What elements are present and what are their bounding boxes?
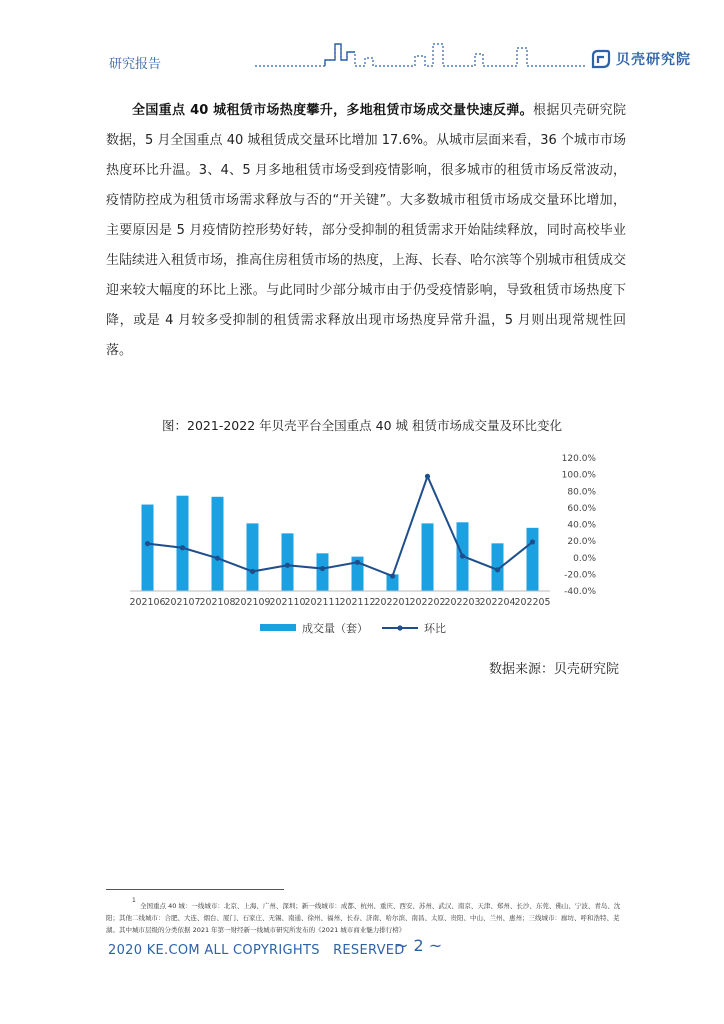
x-tick-label: 202204	[479, 597, 516, 608]
x-tick-label: 202205	[514, 597, 551, 608]
body-paragraph	[106, 96, 626, 366]
point-202202	[425, 474, 430, 479]
right-axis-tick: 100.0%	[561, 470, 596, 481]
point-202204	[495, 567, 500, 572]
bar-202107	[177, 496, 189, 591]
point-202112	[355, 560, 360, 565]
bar-202110	[282, 533, 294, 591]
x-tick-label: 202111	[304, 597, 341, 608]
bar-202108	[212, 497, 224, 591]
point-202111	[320, 566, 325, 571]
figure-caption: 图：2021-2022 年贝壳平台全国重点 40 城 租赁市场成交量及环比变化	[162, 418, 562, 433]
right-axis-tick: 20.0%	[567, 537, 596, 548]
bar-202106	[142, 505, 154, 591]
right-axis-tick: 60.0%	[567, 503, 596, 514]
body-bold-lead: 全国重点 40 城租赁市场热度攀升，多地租赁市场成交量快速反弹。	[132, 103, 533, 118]
footnote-text: 全国重点 40 城：一线城市：北京、上海、广州、深圳；新一线城市：成都、杭州、重庆、西安、苏州、武汉、南京、天津、郑州、长沙、东莞、佛山、宁波、青岛、沈阳；其他二线城市：合肥、大连、烟台、厦门、石家庄、无锡、南通、徐州、福州、长春、济南、哈尔滨、南昌、太原、贵阳、中山、兰州、惠州；三线城市：廊坊、呼和浩特、芜湖。其中城市层级的分类依据 2021 年第一财经新一线城市研究所发布的《2021 城市商业魅力排行榜》	[106, 902, 621, 934]
x-tick-label: 202109	[234, 597, 271, 608]
brand-logo	[590, 48, 691, 70]
header-label: 研究报告	[109, 57, 162, 72]
point-202106	[145, 541, 150, 546]
right-axis-tick: 80.0%	[567, 487, 596, 498]
point-202201	[390, 573, 395, 578]
x-tick-label: 202108	[199, 597, 236, 608]
x-tick-label: 202112	[339, 597, 376, 608]
point-202110	[285, 563, 290, 568]
x-tick-label: 202110	[269, 597, 306, 608]
legend-marker-line	[397, 625, 402, 630]
legend-label-line: 环比	[424, 622, 446, 635]
skyline-decoration	[255, 38, 585, 74]
brand-name: 贝壳研究院	[616, 52, 691, 68]
right-axis-tick: -40.0%	[564, 587, 596, 597]
beike-logo-icon	[590, 48, 612, 70]
bar-202111	[317, 553, 329, 591]
point-202107	[180, 545, 185, 550]
point-202203	[460, 553, 465, 558]
x-tick-label: 202202	[409, 597, 446, 608]
legend-label-bars: 成交量（套）	[302, 622, 368, 635]
x-tick-label: 202203	[444, 597, 481, 608]
point-202109	[250, 569, 255, 574]
bar-202205	[527, 528, 539, 591]
line-huanbi	[148, 476, 533, 576]
right-axis-tick: 0.0%	[573, 553, 596, 564]
legend-swatch-bars	[260, 624, 296, 631]
rental-volume-chart	[110, 438, 610, 648]
footnote-marker: 1	[132, 897, 136, 904]
x-tick-label: 202107	[164, 597, 201, 608]
point-202205	[530, 539, 535, 544]
x-tick-label: 202106	[129, 597, 166, 608]
page-number: ~ 2 ~	[395, 936, 443, 955]
data-source: 数据来源：贝壳研究院	[488, 662, 619, 677]
right-axis-tick: 40.0%	[567, 520, 596, 531]
bar-202202	[422, 523, 434, 591]
point-202108	[215, 556, 220, 561]
bar-202109	[247, 523, 259, 591]
x-tick-label: 202201	[374, 597, 411, 608]
right-axis-tick: 120.0%	[561, 454, 596, 464]
body-text: 根据贝壳研究院数据，5 月全国重点 40 城租赁成交量环比增加 17.6%。从城市层面来看，36 个城市市场热度环比升温。3、4、5 月多地租赁市场受到疫情影响，很多城市的租赁市场反常波动，疫情防控成为租赁市场需求释放与否的“开关键”。大多数城市租赁市场成交量环比增加，主要原因是 5 月疫情防控形势好转，部分受抑制的租赁需求开始陆续释放，同时高校毕业生陆续进入租赁市场，推高住房租赁市场的热度，上海、长春、哈尔滨等个别城市租赁成交迎来较大幅度的环比上涨。与此同时少部分城市由于仍受疫情影响，导致租赁市场热度下降，或是 4 月较多受抑制的租赁需求释放出现市场热度异常升温，5 月则出现常规性回落。	[106, 103, 627, 358]
footnote-divider	[106, 889, 284, 890]
right-axis-tick: -20.0%	[564, 570, 596, 581]
footer-copyright: 2020 KE.COM ALL COPYRIGHTS RESERVED	[108, 943, 405, 958]
